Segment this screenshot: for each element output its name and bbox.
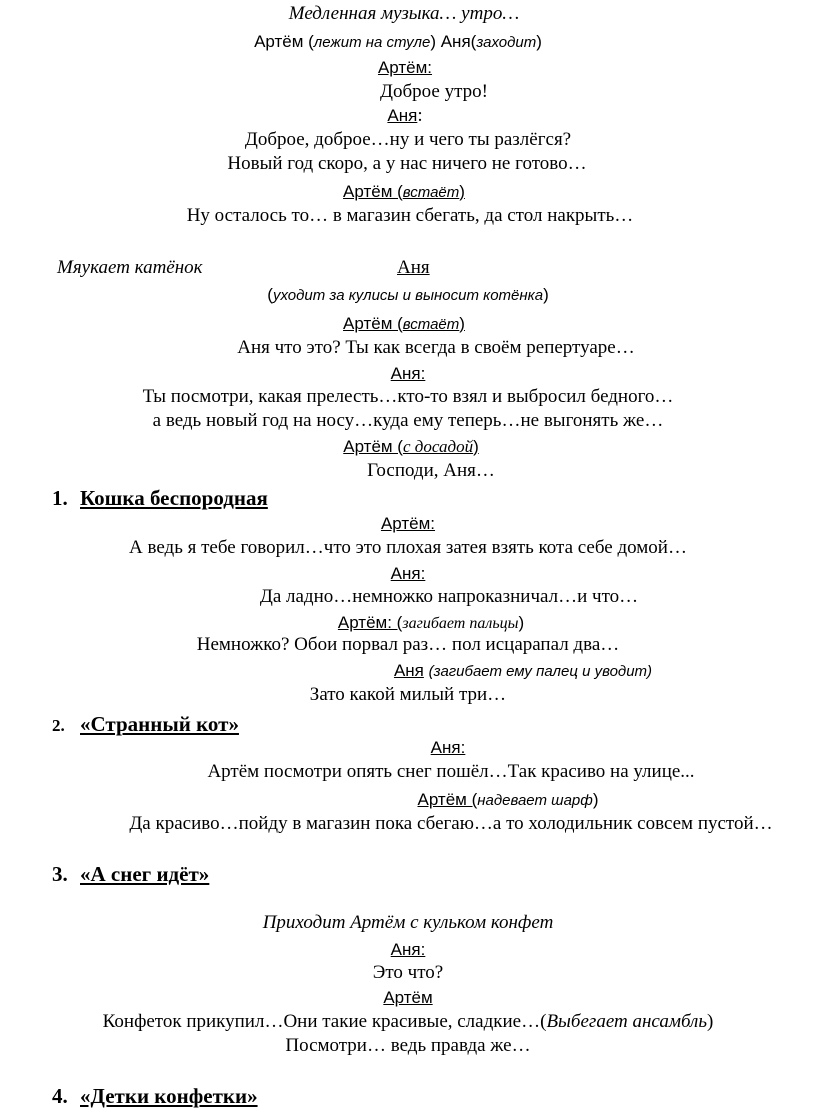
paren: ) [592, 790, 599, 809]
dialogue-line: Доброе, доброе…ну и чего ты разлёгся? [244, 129, 572, 150]
speaker: Артём ( [254, 32, 314, 51]
paren: ) [543, 285, 549, 304]
dialogue-line: Да красиво…пойду в магазин пока сбегаю…а то холодильник совсем пустой… [129, 813, 773, 834]
speaker-anya: Аня: [430, 738, 466, 757]
stage-direction-artem-arrives: Приходит Артём с кульком конфет [262, 912, 554, 933]
speaker: ) [473, 437, 479, 456]
heading-title: «Детки конфетки» [80, 1084, 258, 1108]
speaker-artem-stands [0, 181, 812, 204]
speaker-artem: Артём [383, 988, 433, 1007]
dialogue-line: А ведь я тебе говорил…что это плохая затея взять кота себе домой… [129, 537, 687, 558]
stage-note: встаёт [402, 316, 460, 333]
scene-heading-1 [52, 486, 268, 510]
dialogue-line: Ты посмотри, какая прелесть…кто-то взял и выбросил бедного… [142, 386, 674, 407]
dialogue-line: Ну осталось то… в магазин сбегать, да стол накрыть… [186, 205, 634, 226]
dialogue-line: Зато какой милый три… [309, 684, 507, 705]
speaker: Артём ( [417, 790, 478, 809]
stage-note: надевает шарф [477, 792, 593, 809]
dialogue-line: Да ладно…немножко напроказничал…и что… [259, 586, 639, 607]
stage-note: с досадой [402, 437, 474, 456]
dialogue-line: Новый год скоро, а у нас ничего не готово… [227, 153, 587, 174]
stage-note: Выбегает ансамбль [546, 1011, 707, 1032]
dialogue-line: а ведь новый год на носу…куда ему теперь…не выгонять же… [152, 410, 664, 431]
speaker-anya: Аня: [390, 364, 426, 383]
speaker-anya: Аня [397, 257, 430, 278]
heading-title: «А снег идёт» [80, 862, 210, 886]
speaker-anya: Аня: [390, 564, 426, 583]
speaker: Артём: ( [337, 613, 403, 632]
speaker-artem: Артём: [377, 58, 433, 77]
paren: ) [706, 1011, 714, 1032]
speaker: Аня [387, 106, 418, 125]
dialogue-line: Доброе утро! [380, 81, 488, 102]
stage-note: встаёт [402, 184, 460, 201]
dialogue-line: Аня что это? Ты как всегда в своём репертуаре… [237, 337, 635, 358]
heading-title: «Странный кот» [80, 712, 239, 736]
speaker: ) Аня( [430, 32, 477, 51]
speaker: Артём ( [343, 314, 403, 333]
speaker-artem-annoyed [3, 436, 816, 458]
heading-number: 2. [52, 716, 65, 735]
paren: ) [518, 613, 525, 632]
character-line-artem-anya [0, 31, 806, 54]
heading-number: 4. [52, 1084, 68, 1108]
stage-note: загибает пальцы [402, 615, 519, 632]
speaker: Артём ( [343, 437, 403, 456]
speaker-artem-stands [0, 313, 812, 336]
dialogue-line: Посмотри… ведь правда же… [285, 1035, 531, 1056]
speaker: Артём ( [343, 182, 403, 201]
dialogue-text: Конфеток прикупил…Они такие красивые, сладкие…( [102, 1011, 547, 1032]
stage-note: лежит на стуле [313, 34, 431, 51]
speaker: ) [459, 182, 465, 201]
dialogue-line: Артём посмотри опять снег пошёл…Так красиво на улице... [207, 761, 695, 782]
speaker-anya-leads [115, 660, 816, 683]
stage-note: (загибает ему палец и уводит) [428, 663, 653, 680]
speaker: ) [536, 32, 542, 51]
speaker-anya [0, 105, 813, 127]
heading-number: 1. [52, 486, 68, 510]
stage-direction-kitten: Мяукает катёнок [57, 257, 203, 278]
speaker-artem-counting [23, 612, 816, 635]
scene-heading-3 [52, 862, 209, 886]
colon: : [417, 105, 423, 126]
heading-title: Кошка беспородная [80, 486, 268, 510]
dialogue-line: Это что? [372, 962, 444, 983]
scene-heading-2 [52, 712, 239, 738]
speaker-artem: Артём: [380, 514, 436, 533]
stage-note: уходит за кулисы и выносит котёнка [272, 287, 544, 304]
dialogue-line-ensemble [0, 1011, 816, 1033]
heading-number: 3. [52, 862, 68, 886]
speaker-artem-scarf [100, 789, 816, 812]
speaker-anya: Аня: [390, 940, 426, 959]
scene-heading-4 [52, 1084, 258, 1108]
stage-direction-slow-music: Медленная музыка… утро… [288, 3, 520, 24]
speaker: Аня [393, 661, 424, 680]
stage-direction-anya-leaves [0, 284, 816, 307]
dialogue-line: Немножко? Обои порвал раз… пол исцарапал два… [196, 634, 620, 655]
speaker: ) [459, 314, 465, 333]
dialogue-line: Господи, Аня… [367, 460, 495, 481]
paren: ( [267, 285, 273, 304]
stage-note: заходит [476, 34, 537, 51]
